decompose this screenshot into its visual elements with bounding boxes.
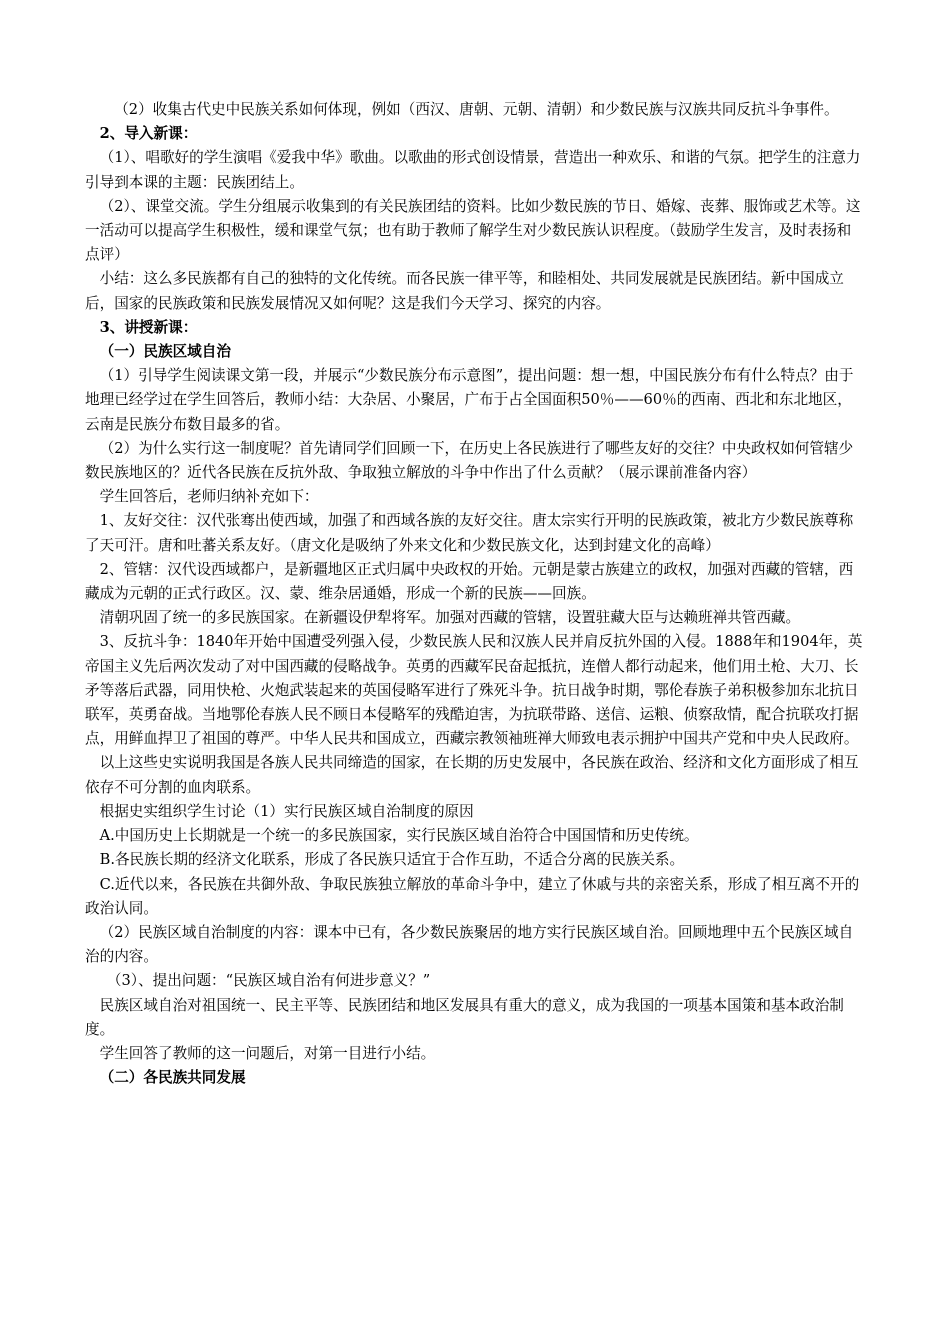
paragraph: 清朝巩固了统一的多民族国家。在新疆设伊犁将军。加强对西藏的管辖，设置驻藏大臣与达赖班禅共管西藏。 [99, 609, 801, 627]
paragraph: （1）引导学生阅读课文第一段，并展示“少数民族分布示意图”，提出问题：想一想，中国民族分布有什么特点？由于地理已经学过在学生回答后，教师小结：大杂居、小聚居，广布于占全国面积50％——60％的西南、西北和东北地区，云南是民族分布数目最多的省。 [85, 367, 854, 433]
paragraph: 2、管辖：汉代设西域都户，是新疆地区正式归属中央政权的开始。元朝是蒙古族建立的政权，加强对西藏的管辖，西藏成为元朝的正式行政区。汉、蒙、维杂居通婚，形成一个新的民族——回族。 [85, 560, 854, 603]
paragraph: 1、友好交往：汉代张骞出使西域，加强了和西域各族的友好交往。唐太宗实行开明的民族政策，被北方少数民族尊称了天可汗。唐和吐蕃关系友好。（唐文化是吸纳了外来文化和少数民族文化，达到封建文化的高峰） [85, 512, 854, 554]
subsection-heading: （一）民族区域自治 [99, 343, 231, 361]
section-heading: 2、导入新课： [99, 125, 198, 143]
paragraph: （2）民族区域自治制度的内容：课本中已有，各少数民族聚居的地方实行民族区域自治。回顾地理中五个民族区域自治的内容。 [85, 923, 854, 966]
subsection-heading: （二）各民族共同发展 [99, 1069, 246, 1087]
list-item: A.中国历史上长期就是一个统一的多民族国家，实行民族区域自治符合中国国情和历史传统。 [99, 827, 699, 845]
paragraph: 学生回答了教师的这一问题后，对第一目进行小结。 [99, 1044, 436, 1062]
paragraph: 3、反抗斗争：1840年开始中国遭受列强入侵，少数民族人民和汉族人民并肩反抗外国的入侵。1888年和1904年，英帝国主义先后两次发动了对中国西藏的侵略战争。英勇的西藏军民奋起抵抗，连僧人都行动起来，他们用土枪、大刀、长矛等落后武器，同用快枪、火炮武装起来的英国侵略军进行了殊死斗争。抗日战争时期，鄂伦春族子弟积极参加东北抗日联军，英勇奋战。当地鄂伦春族人民不顾日本侵略军的残酷迫害，为抗联带路、送信、运粮、侦察敌情，配合抗联攻打据点，用鲜血捍卫了祖国的尊严。中华人民共和国成立，西藏宗教领袖班禅大师致电表示拥护中国共产党和中央人民政府。 [85, 633, 863, 748]
list-item: B.各民族长期的经济文化联系，形成了各民族只适宜于合作互助，不适合分离的民族关系。 [99, 851, 685, 869]
paragraph: 根据史实组织学生讨论（1）实行民族区域自治制度的原因 [99, 802, 474, 820]
paragraph: （2）、课堂交流。学生分组展示收集到的有关民族团结的资料。比如少数民族的节日、婚嫁、丧葬、服饰或艺术等。这一活动可以提高学生积极性，缓和课堂气氛；也有助于教师了解学生对少数民族认识程度。（鼓励学生发言，及时表扬和点评） [85, 197, 861, 264]
paragraph: 以上这些史实说明我国是各族人民共同缔造的国家，在长期的历史发展中，各民族在政治、经济和文化方面形成了相互依存不可分割的血肉联系。 [85, 754, 859, 796]
list-item: C.近代以来，各民族在共御外敌、争取民族独立解放的革命斗争中，建立了休戚与共的亲密关系，形成了相互离不开的政治认同。 [85, 875, 860, 917]
document-page [85, 98, 865, 1090]
paragraph: 民族区域自治对祖国统一、民主平等、民族团结和地区发展具有重大的意义，成为我国的一项基本国策和基本政治制度。 [85, 996, 844, 1038]
paragraph: （2）收集古代史中民族关系如何体现，例如（西汉、唐朝、元朝、清朝）和少数民族与汉族共同反抗斗争事件。 [114, 101, 839, 118]
paragraph: 小结：这么多民族都有自己的独特的文化传统。而各民族一律平等，和睦相处、共同发展就是民族团结。新中国成立后，国家的民族政策和民族发展情况又如何呢？这是我们今天学习、探究的内容。 [85, 270, 844, 312]
paragraph: 学生回答后，老师归纳补充如下： [99, 488, 319, 506]
paragraph: （1）、唱歌好的学生演唱《爱我中华》歌曲。以歌曲的形式创设情景，营造出一种欢乐、和谐的气氛。把学生的注意力引导到本课的主题：民族团结上。 [85, 149, 861, 191]
section-heading: 3、讲授新课： [99, 318, 198, 336]
paragraph: （2）为什么实行这一制度呢？首先请同学们回顾一下，在历史上各民族进行了哪些友好的交往？中央政权如何管辖少数民族地区的？近代各民族在反抗外敌、争取独立解放的斗争中作出了什么贡献？（展示课前准备内容） [85, 439, 854, 482]
paragraph: （3）、提出问题：“民族区域自治有何进步意义？” [106, 972, 431, 990]
